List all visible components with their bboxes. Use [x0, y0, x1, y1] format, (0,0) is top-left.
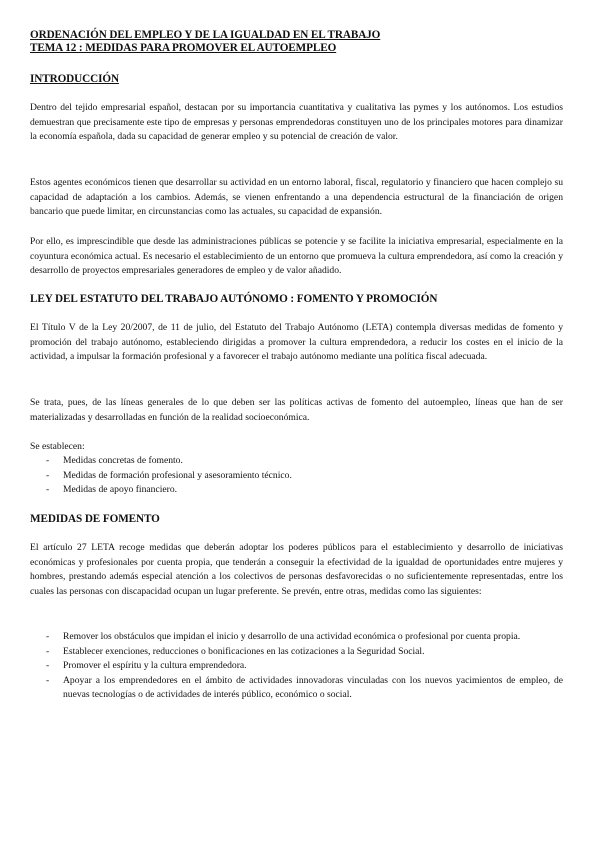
- list-item-text: Establecer exenciones, reducciones o bonificaciones en las cotizaciones a la Seguridad Social.: [63, 645, 425, 657]
- intro-paragraph-3: Por ello, es imprescindible que desde las administraciones públicas se potencie y se facilite la iniciativa empresarial, especialmente en la coyuntura económica actual. Es necesario el establecimiento de un entorno que promueva la cultura emprendedora, así como la creación y desarrollo de proyectos empresariales generadores de empleo y de valor añadido.: [30, 236, 563, 277]
- dash-marker: -: [46, 455, 50, 466]
- document-subtitle: TEMA 12 : MEDIDAS PARA PROMOVER EL AUTOEMPLEO: [30, 42, 337, 54]
- fomento-heading: MEDIDAS DE FOMENTO: [30, 513, 160, 525]
- list-item: [30, 659, 563, 674]
- dash-marker: -: [46, 674, 50, 686]
- leta-list-intro: Se establecen:: [30, 441, 85, 452]
- list-item-text: Promover el espíritu y la cultura emprendedora.: [63, 660, 247, 672]
- list-item: [30, 645, 563, 660]
- dash-marker: -: [46, 660, 50, 672]
- intro-paragraph-2: Estos agentes económicos tienen que desarrollar su actividad en un entorno laboral, fiscal, regulatorio y financiero que hacen complejo su capacidad de adaptación a los cambios. Además, se vienen enfrentando a una dependencia estructural de la financiación de origen bancario que puede limitar, en circunstancias como las actuales, su capacidad de expansión.: [30, 177, 563, 218]
- dash-marker: -: [46, 645, 50, 657]
- list-item: [30, 469, 563, 484]
- dash-marker: -: [46, 484, 50, 496]
- intro-paragraph-1: Dentro del tejido empresarial español, destacan por su importancia cuantitativa y cualitativa las pymes y los autónomos. Los estudios demuestran que precisamente este tipo de empresas y personas emprendedoras constituyen uno de los principales motores para dinamizar la economía española, dada su capacidad de generar empleo y su potencial de creación de valor.: [30, 102, 563, 143]
- fomento-paragraph-1: El artículo 27 LETA recoge medidas que deberán adoptar los poderes públicos para el establecimiento y desarrollo de iniciativas económicas y profesionales por cuenta propia, que tenderán a conseguir la efectividad de la igualdad de oportunidades entre mujeres y hombres, prestando además especial atención a los colectivos de personas desfavorecidas o no suficientemente representadas, entre los cuales las personas con discapacidad ocupan un lugar preferente. Se prevén, entre otras, medidas como las siguientes:: [30, 542, 563, 597]
- document-title: ORDENACIÓN DEL EMPLEO Y DE LA IGUALDAD EN EL TRABAJO: [30, 29, 381, 41]
- intro-heading: INTRODUCCIÓN: [30, 73, 119, 85]
- list-item-text: Remover los obstáculos que impidan el inicio y desarrollo de una actividad económica o profesional por cuenta propia.: [63, 631, 521, 642]
- dash-marker: -: [46, 631, 50, 642]
- list-item-text: Medidas de formación profesional y asesoramiento técnico.: [63, 469, 292, 481]
- list-item: [30, 483, 563, 498]
- leta-heading: LEY DEL ESTATUTO DEL TRABAJO AUTÓNOMO : FOMENTO Y PROMOCIÓN: [30, 293, 438, 305]
- list-item-text: Medidas de apoyo financiero.: [63, 484, 178, 496]
- leta-paragraph-2: Se trata, pues, de las líneas generales de lo que deben ser las políticas activas de fomento del autoempleo, líneas que han de ser materializadas y desarrolladas en función de la realidad socioeconómica.: [30, 397, 563, 423]
- fomento-measures-list: [30, 630, 563, 703]
- list-item-text: Medidas concretas de fomento.: [63, 455, 183, 466]
- leta-paragraph-1: El Título V de la Ley 20/2007, de 11 de julio, del Estatuto del Trabajo Autónomo (LETA) contempla diversas medidas de fomento y promoción del trabajo autónomo, estableciendo dirigidas a promover la cultura emprendedora, a reducir los costes en el inicio de la actividad, a impulsar la formación profesional y a favorecer el trabajo autónomo mediante una política fiscal adecuada.: [30, 322, 563, 363]
- list-item: [30, 674, 563, 703]
- dash-marker: -: [46, 469, 50, 481]
- list-item: [30, 630, 563, 645]
- list-item: [30, 454, 563, 469]
- leta-measures-list: [30, 454, 563, 498]
- list-item-text: Apoyar a los emprendedores en el ámbito de actividades innovadoras vinculadas con los nuevos yacimientos de empleo, de nuevas tecnologías o de actividades de interés público, económico o social.: [63, 674, 563, 701]
